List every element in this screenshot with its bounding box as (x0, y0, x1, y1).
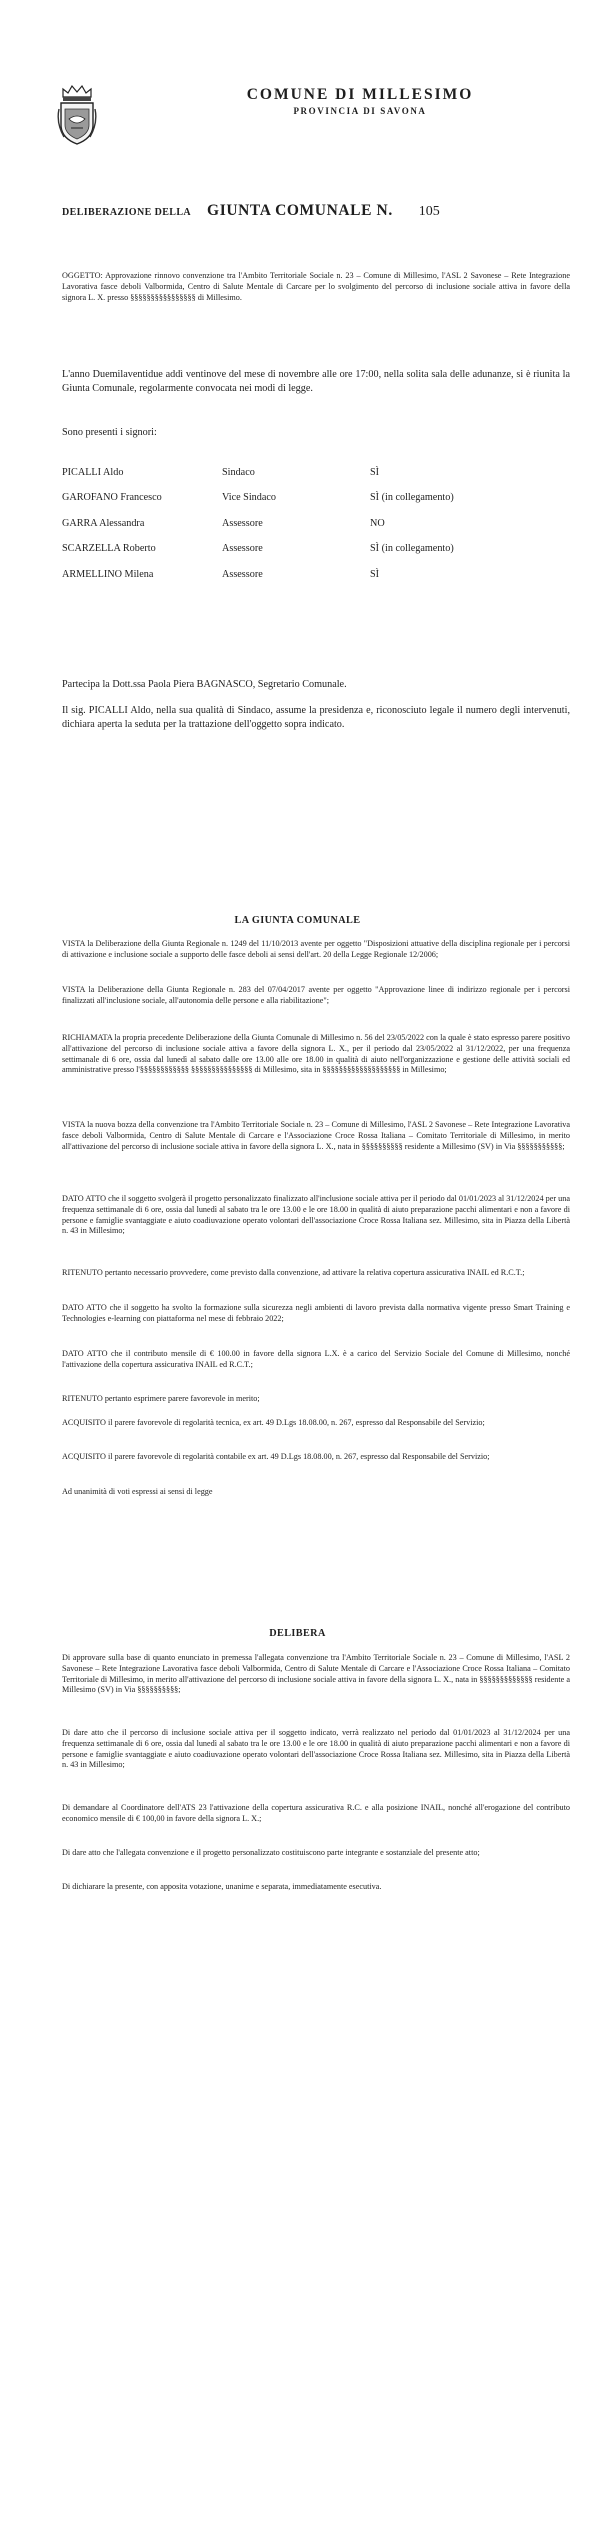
resolution-paragraph: Di dichiarare la presente, con apposita votazione, unanime e separata, immediatamente esecutiva. (62, 1882, 382, 1891)
member-name: GARRA Alessandra (62, 517, 145, 529)
subject-paragraph: OGGETTO: Approvazione rinnovo convenzione tra l'Ambito Territoriale Sociale n. 23 – Comune di Millesimo, l'ASL 2 Savonese – Rete Integrazione Lavorativa fasce deboli Valbormida, Centro di Salute Mentale di Carcare per lo svolgimento del percorso di inclusione sociale attiva in favore della signora L. X. presso §§§§§§§§§§§§§§§§ di Millesimo. (62, 271, 570, 302)
attendance-row (62, 542, 570, 567)
premise-paragraph: VISTA la Deliberazione della Giunta Regionale n. 1249 del 11/10/2013 avente per oggetto "Disposizioni attuative della disciplina regionale per i percorsi di attivazione e inclusione sociale a supporto delle fasce deboli ai sensi dell'art. 20 della Legge Regionale 12/2006; (62, 939, 570, 959)
coat-of-arms-icon (56, 83, 98, 147)
secretary-line: Partecipa la Dott.ssa Paola Piera BAGNASCO, Segretario Comunale. (62, 679, 347, 690)
member-name: ARMELLINO Milena (62, 568, 154, 580)
premise-paragraph: RITENUTO pertanto necessario provvedere, come previsto dalla convenzione, ad attivare la relativa copertura assicurativa INAIL ed R.C.T.; (62, 1268, 525, 1277)
member-presence: SÌ (370, 568, 380, 580)
premise-paragraph: DATO ATTO che il soggetto ha svolto la formazione sulla sicurezza negli ambienti di lavoro prevista dalla normativa vigente presso Smart Training e Technologies e-learning con piattaforma nel mese di febbraio 2022; (62, 1303, 570, 1323)
premise-paragraph: DATO ATTO che il soggetto svolgerà il progetto personalizzato finalizzato all'inclusione sociale attiva per il periodo dal 01/01/2023 al 31/12/2024 per una frequenza settimanale di 6 ore, ossia dal lunedì al sabato tra le ore 13.00 e le ore 18.00 in qualità di aiuto preparazione pacchi alimentari e non a favore di persone e famiglie svantaggiate e aiuto coadiuvazione operato volontari dell'associazione Croce Rossa Italiana sez. Millesimo, sita in Piazza della Libertà n. 43 in Millesimo; (62, 1194, 570, 1236)
premise-paragraph: RICHIAMATA la propria precedente Deliberazione della Giunta Comunale di Millesimo n. 56 del 23/05/2022 con la quale è stato espresso parere positivo all'attivazione del percorso di inclusione sociale attiva a favore della signora L. X., per il periodo dal 23/05/2022 al 31/12/2022, per una frequenza settimanale di 6 ore, ossia dal lunedì al sabato dalle ore 13.00 alle ore 18.00 in qualità di aiuto nell'organizzazione e gestione delle attività sociali ed amministrative presso l'§§§§§§§§§§§§ §§§§§§§§§§§§§§§ di Millesimo, sita in §§§§§§§§§§§§§§§§§§§ in Millesimo; (62, 1033, 570, 1075)
giunta-heading: LA GIUNTA COMUNALE (234, 915, 361, 926)
meeting-intro: L'anno Duemilaventidue addì ventinove del mese di novembre alle ore 17:00, nella solita sala delle adunanze, si è riunita la Giunta Comunale, regolarmente convocata nei modi di legge. (62, 369, 570, 394)
comune-name: COMUNE DI MILLESIMO (246, 86, 474, 103)
member-role: Assessore (222, 517, 263, 529)
attendance-list (62, 466, 570, 593)
premise-paragraph: DATO ATTO che il contributo mensile di € 100.00 in favore della signora L.X. è a carico del Servizio Sociale del Comune di Millesimo, nonché l'attivazione della copertura assicurativa INAIL ed R.C.T.; (62, 1349, 570, 1369)
member-role: Sindaco (222, 467, 255, 478)
member-role: Assessore (222, 568, 263, 580)
resolution-paragraph: Di demandare al Coordinatore dell'ATS 23 l'attivazione della copertura assicurativa R.C. e alla posizione INAIL, nonché all'erogazione del contributo economico mensile di € 100,00 in favore della signora L. X.; (62, 1803, 570, 1823)
member-name: GAROFANO Francesco (62, 492, 162, 504)
resolution-paragraph: Di dare atto che il percorso di inclusione sociale attiva per il soggetto indicato, verrà realizzato nel periodo dal 01/01/2023 al 31/12/2024 per una frequenza settimanale di 6 ore, ossia dal lunedì al sabato tra le ore 13.00 e le ore 18.00 in qualità di aiuto preparazione pacchi alimentari e non a favore di persone e famiglie svantaggiate e aiuto coadiuvazione operato volontari dell'associazione Croce Rossa Italiana sez. Millesimo, sita in Piazza della Libertà n. 43 in Millesimo; (62, 1728, 570, 1770)
premise-paragraph: ACQUISITO il parere favorevole di regolarità contabile ex art. 49 D.Lgs 18.08.00, n. 267, espresso dal Responsabile del Servizio; (62, 1452, 490, 1461)
member-role: Vice Sindaco (222, 492, 276, 504)
deliberation-number: 105 (418, 204, 440, 219)
vote-line: Ad unanimità di voti espressi ai sensi di legge (62, 1487, 213, 1496)
premise-paragraph: VISTA la Deliberazione della Giunta Regionale n. 283 del 07/04/2017 avente per oggetto "Approvazione linee di indirizzo regionale per i percorsi finalizzati all'inclusione sociale, all'autonomia delle persone e alla riabilitazione"; (62, 985, 570, 1005)
presidency-paragraph: Il sig. PICALLI Aldo, nella sua qualità di Sindaco, assume la presidenza e, riconosciuto legale il numero degli intervenuti, dichiara aperta la seduta per la trattazione dell'oggetto sopra indicato. (62, 705, 570, 730)
attendance-row (62, 517, 570, 542)
attendees-label: Sono presenti i signori: (62, 427, 157, 438)
delibera-heading: DELIBERA (269, 1628, 326, 1639)
premise-paragraph: ACQUISITO il parere favorevole di regolarità tecnica, ex art. 49 D.Lgs 18.08.00, n. 267, espresso dal Responsabile del Servizio; (62, 1418, 485, 1427)
premise-paragraph: VISTA la nuova bozza della convenzione tra l'Ambito Territoriale Sociale n. 23 – Comune di Millesimo, l'ASL 2 Savonese – Rete Integrazione Lavorativa fasce deboli Valbormida, Centro di Salute Mentale di Carcare e l'Associazione Croce Rossa Italiana – Comitato Territoriale di Millesimo, in merito all'attivazione del percorso di inclusione sociale attiva in favore della signora L. X., nata in §§§§§§§§§§ residente a Millesimo (SV) in Via §§§§§§§§§§§; (62, 1120, 570, 1151)
organ-label: GIUNTA COMUNALE N. (207, 202, 393, 219)
provincia-name: PROVINCIA DI SAVONA (293, 106, 427, 116)
attendance-row (62, 491, 570, 516)
member-presence: SÌ (in collegamento) (370, 492, 454, 504)
member-name: PICALLI Aldo (62, 467, 124, 478)
resolution-paragraph: Di dare atto che l'allegata convenzione e il progetto personalizzato costituiscono parte integrante e sostanziale del presente atto; (62, 1848, 480, 1857)
member-presence: SÌ (370, 467, 380, 478)
attendance-row (62, 568, 570, 593)
deliberation-label: DELIBERAZIONE DELLA (62, 207, 192, 218)
premise-paragraph: RITENUTO pertanto esprimere parere favorevole in merito; (62, 1394, 260, 1403)
member-presence: NO (370, 517, 385, 529)
member-name: SCARZELLA Roberto (62, 543, 156, 555)
member-role: Assessore (222, 543, 263, 555)
resolution-paragraph: Di approvare sulla base di quanto enunciato in premessa l'allegata convenzione tra l'Ambito Territoriale Sociale n. 23 – Comune di Millesimo, l'ASL 2 Savonese – Rete Integrazione Lavorativa fasce deboli Valbormida, Centro di Salute Mentale di Carcare e l'Associazione Croce Rossa Italiana – Comitato Territoriale di Millesimo, in merito all'attivazione del percorso di inclusione sociale attiva in favore della signora L. X., nata in §§§§§§§§§§§§§ residente a Millesimo (SV) in Via §§§§§§§§§§; (62, 1653, 570, 1695)
member-presence: SÌ (in collegamento) (370, 543, 454, 555)
deliberation-title (62, 202, 582, 220)
attendance-row (62, 466, 570, 491)
